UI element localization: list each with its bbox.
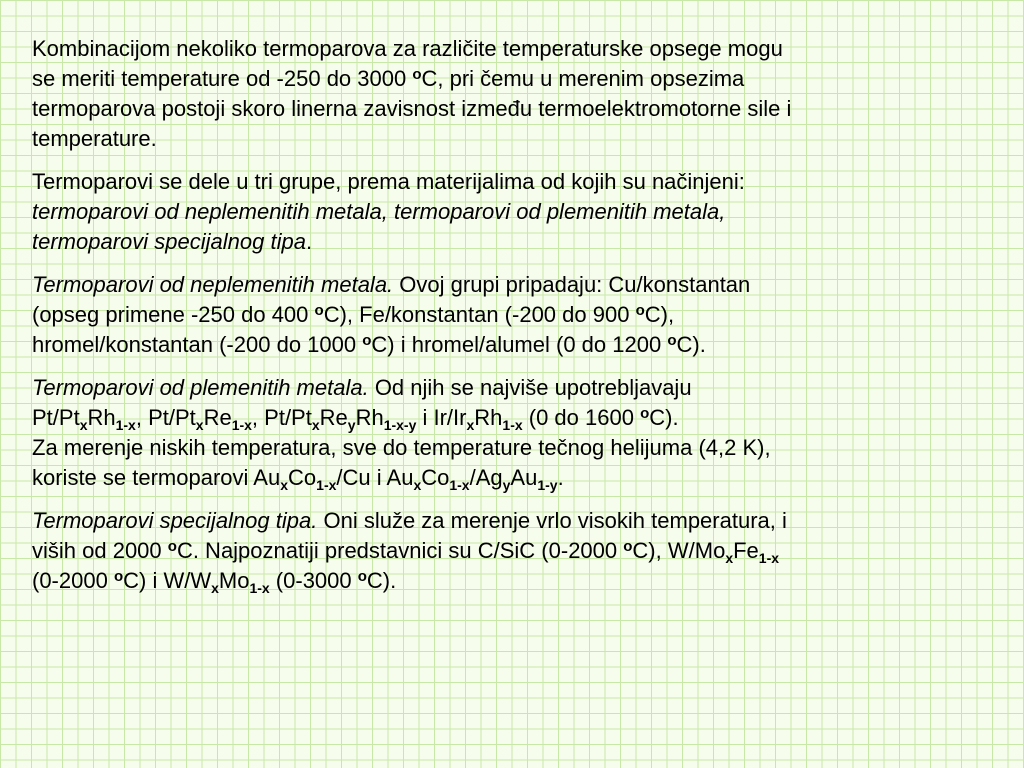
text-line: termoparovi od neplemenitih metala, termoparovi od plemenitih metala, bbox=[32, 199, 726, 224]
text-line: termoparovi specijalnog tipa. bbox=[32, 229, 313, 254]
paragraph-groups bbox=[32, 167, 1012, 257]
section-heading: Termoparovi specijalnog tipa. bbox=[32, 508, 318, 533]
paragraph-noble-metals bbox=[32, 373, 1012, 493]
text-line: temperature. bbox=[32, 126, 157, 151]
text-line: Za merenje niskih temperatura, sve do temperature tečnog helijuma (4,2 K), bbox=[32, 435, 771, 460]
text-line: termoparova postoji skoro linerna zavisnost između termoelektromotorne sile i bbox=[32, 96, 792, 121]
section-heading: Termoparovi od neplemenitih metala. bbox=[32, 272, 394, 297]
text-line: Termoparovi od neplemenitih metala. Ovoj grupi pripadaju: Cu/konstantan bbox=[32, 272, 751, 297]
formula-line: (0-2000 $^o$C) i $W/W_xMo_{1-x}$ (0-3000 $^o$C). bbox=[32, 568, 397, 596]
degree-superscript: o bbox=[412, 66, 422, 83]
formula-line: koriste se termoparovi $Au_xCo_{1-x}/Cu$ i $Au_xCo_{1-x}/Ag_yAu_{1-y}$. bbox=[32, 465, 564, 493]
formula-line: viših od 2000 $^o$C. Najpoznatiji predstavnici su C/SiC (0-2000 $^o$C), $W/Mo_xFe_{1-x}$ bbox=[32, 538, 780, 566]
text-line: se meriti temperature od -250 do 3000 $^o$C, pri čemu u merenim opsezima bbox=[32, 66, 745, 91]
document-body bbox=[32, 34, 1012, 609]
text-line: hromel/konstantan (-200 do 1000 $^o$C) i hromel/alumel (0 do 1200 $^o$C). bbox=[32, 332, 706, 357]
paragraph-special-type bbox=[32, 506, 1012, 596]
text-line: Termoparovi od plemenitih metala. Od njih se najviše upotrebljavaju bbox=[32, 375, 692, 400]
text-line: Kombinacijom nekoliko termoparova za različite temperaturske opsege mogu bbox=[32, 36, 783, 61]
paragraph-base-metals bbox=[32, 270, 1012, 360]
text-line: (opseg primene -250 do 400 $^o$C), Fe/konstantan (-200 do 900 $^o$C), bbox=[32, 302, 675, 327]
text-line: Termoparovi se dele u tri grupe, prema materijalima od kojih su načinjeni: bbox=[32, 169, 745, 194]
paragraph-intro bbox=[32, 34, 1012, 154]
formula-line: $Pt/Pt_xRh_{1-x}$, $Pt/Pt_xRe_{1-x}$, $Pt/Pt_xRe_yRh_{1-x-y}$ i $Ir/Ir_xRh_{1-x}$ (0 do 1600 $^o$C). bbox=[32, 405, 679, 433]
section-heading: Termoparovi od plemenitih metala. bbox=[32, 375, 369, 400]
text-line: Termoparovi specijalnog tipa. Oni služe za merenje vrlo visokih temperatura, i bbox=[32, 508, 787, 533]
